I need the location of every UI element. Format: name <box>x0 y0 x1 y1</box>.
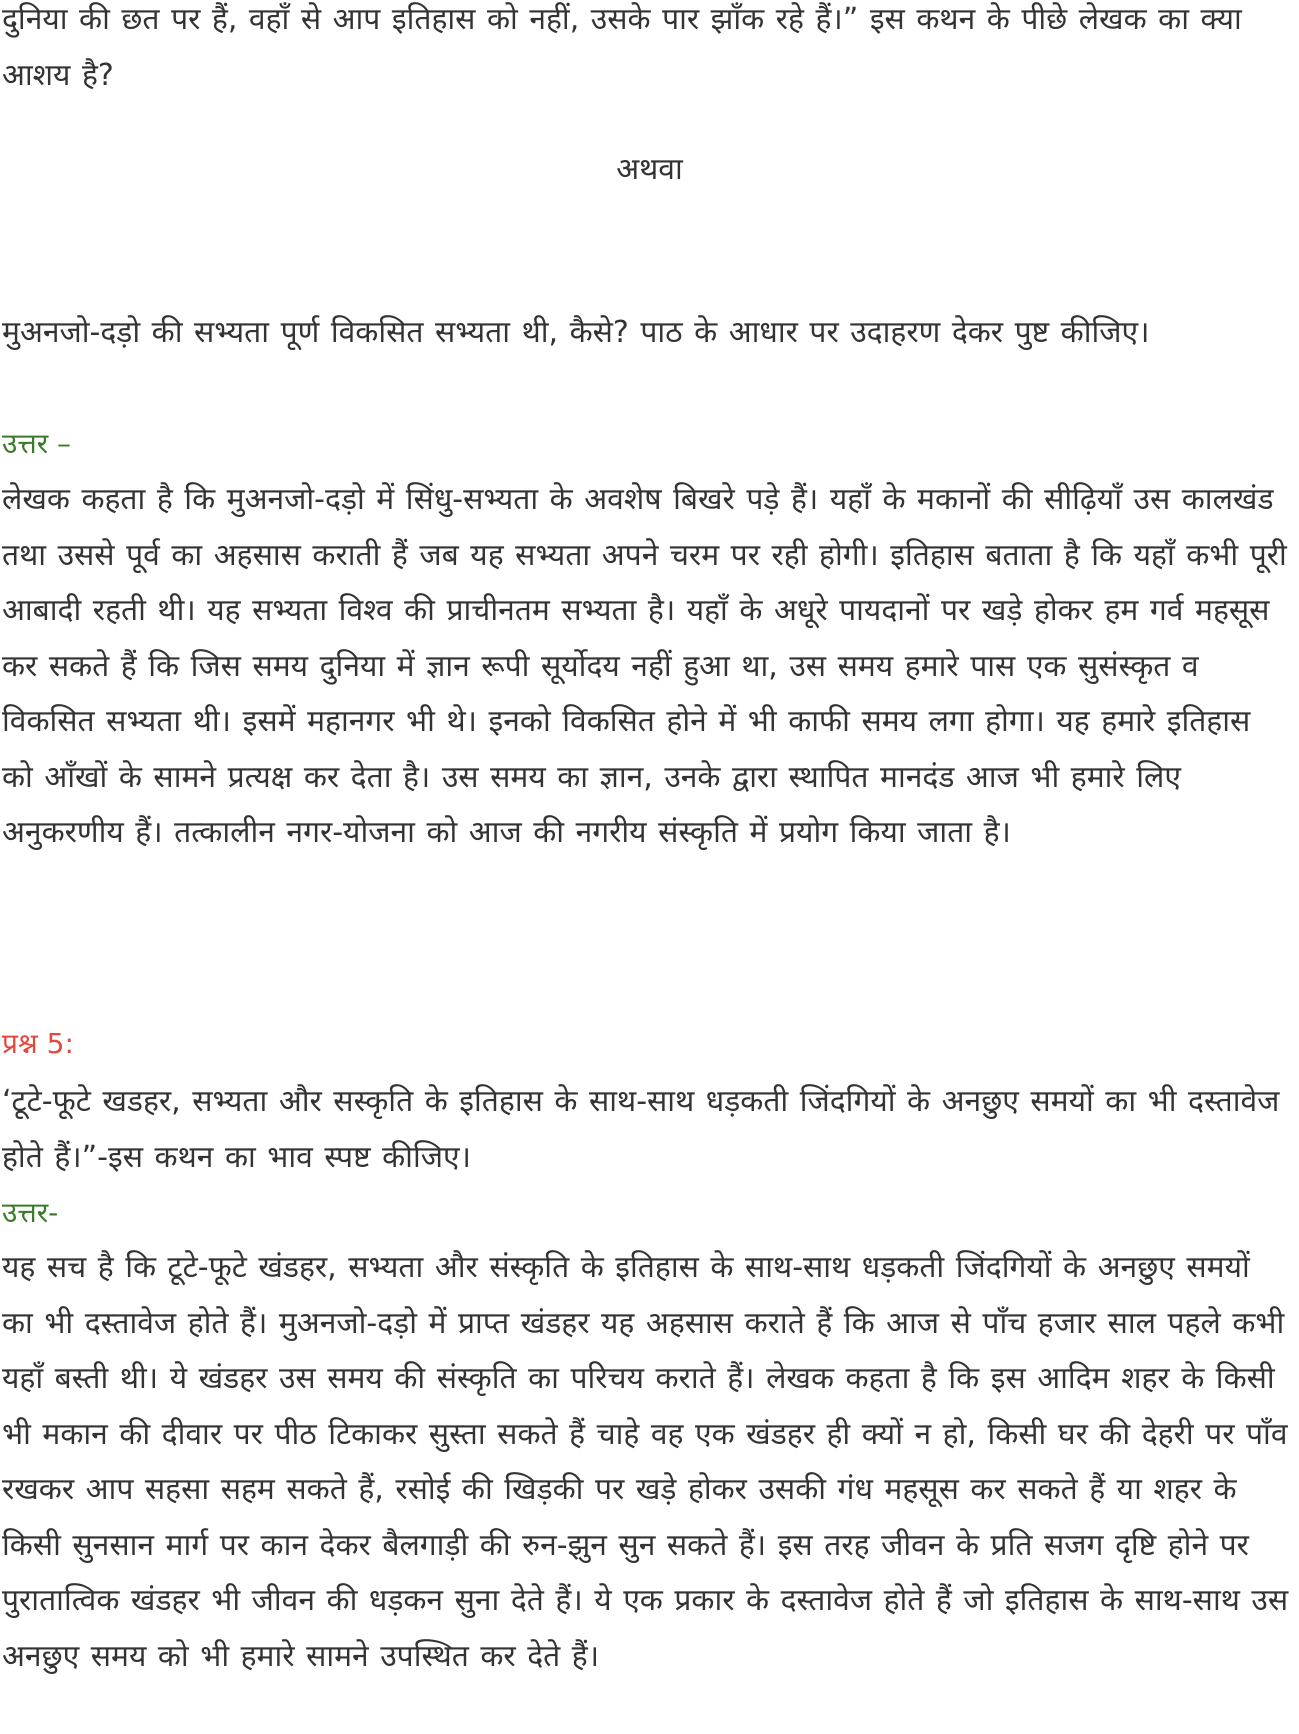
question-label-5: प्रश्न 5: <box>2 1027 74 1060</box>
question-5-text: ‘टूटे-फूटे खडहर, सभ्यता और सस्कृति के इतिहास के साथ-साथ धड़कती जिंदगियों के अनछुए समयों का भी दस्तावेज होते हैं।”-इस कथन का भाव स्पष्ट कीजिए। <box>2 1084 1280 1175</box>
answer-1-text: लेखक कहता है कि मुअनजो-दड़ो में सिंधु-सभ्यता के अवशेष बिखरे पड़े हैं। यहाँ के मकानों की सीढ़ियाँ उस कालखंड तथा उससे पूर्व का अहसास कराती हैं जब यह सभ्यता अपने चरम पर रही होगी। इतिहास बताता है कि यहाँ कभी पूरी आबादी रहती थी। यह सभ्यता विश्व की प्राचीनतम सभ्यता है। यहाँ के अधूरे पायदानों पर खड़े होकर हम गर्व महसूस कर सकते हैं कि जिस समय दुनिया में ज्ञान रूपी सूर्योदय नहीं हुआ था, उस समय हमारे पास एक सुसंस्कृत व विकसित सभ्यता थी। इसमें महानगर भी थे। इनको विकसित होने में भी काफी समय लगा होगा। यह हमारे इतिहास को आँखों के सामने प्रत्यक्ष कर देता है। उस समय का ज्ञान, उनके द्वारा स्थापित मानदंड आज भी हमारे लिए अनुकरणीय हैं। तत्कालीन नगर-योजना को आज की नगरीय संस्कृति में प्रयोग किया जाता है। <box>2 482 1287 850</box>
separator-athva: अथवा <box>616 152 683 187</box>
answer-label-1: उत्तर – <box>2 427 72 460</box>
answer-2-text: यह सच है कि टूटे-फूटे खंडहर, सभ्यता और संस्कृति के इतिहास के साथ-साथ धड़कती जिंदगियों के अनछुए समयों का भी दस्तावेज होते हैं। मुअनजो-दड़ो में प्राप्त खंडहर यह अहसास कराते हैं कि आज से पाँच हजार साल पहले कभी यहाँ बस्ती थी। ये खंडहर उस समय की संस्कृति का परिचय कराते हैं। लेखक कहता है कि इस आदिम शहर के किसी भी मकान की दीवार पर पीठ टिकाकर सुस्ता सकते हैं चाहे वह एक खंडहर ही क्यों न हो, किसी घर की देहरी पर पाँव रखकर आप सहसा सहम सकते हैं, रसोई की खिड़की पर खड़े होकर उसकी गंध महसूस कर सकते हैं या शहर के किसी सुनसान मार्ग पर कान देकर बैलगाड़ी की रुन-झुन सुन सकते हैं। इस तरह जीवन के प्रति सजग दृष्टि होने पर पुरातात्विक खंडहर भी जीवन की धड़कन सुना देते हैं। ये एक प्रकार के दस्तावेज होते हैं जो इतिहास के साथ-साथ उस अनछुए समय को भी हमारे सामने उपस्थित कर देते हैं। <box>2 1250 1289 1674</box>
intro-question-text: दुनिया की छत पर हैं, वहाँ से आप इतिहास को नहीं, उसके पार झाँक रहे हैं।” इस कथन के पीछे लेखक का क्या आशय है? <box>2 2 1242 93</box>
answer-label-2: उत्तर- <box>2 1196 59 1229</box>
alternate-question-text: मुअनजो-दड़ो की सभ्यता पूर्ण विकसित सभ्यता थी, कैसे? पाठ के आधार पर उदाहरण देकर पुष्ट कीजिए। <box>2 315 1150 350</box>
